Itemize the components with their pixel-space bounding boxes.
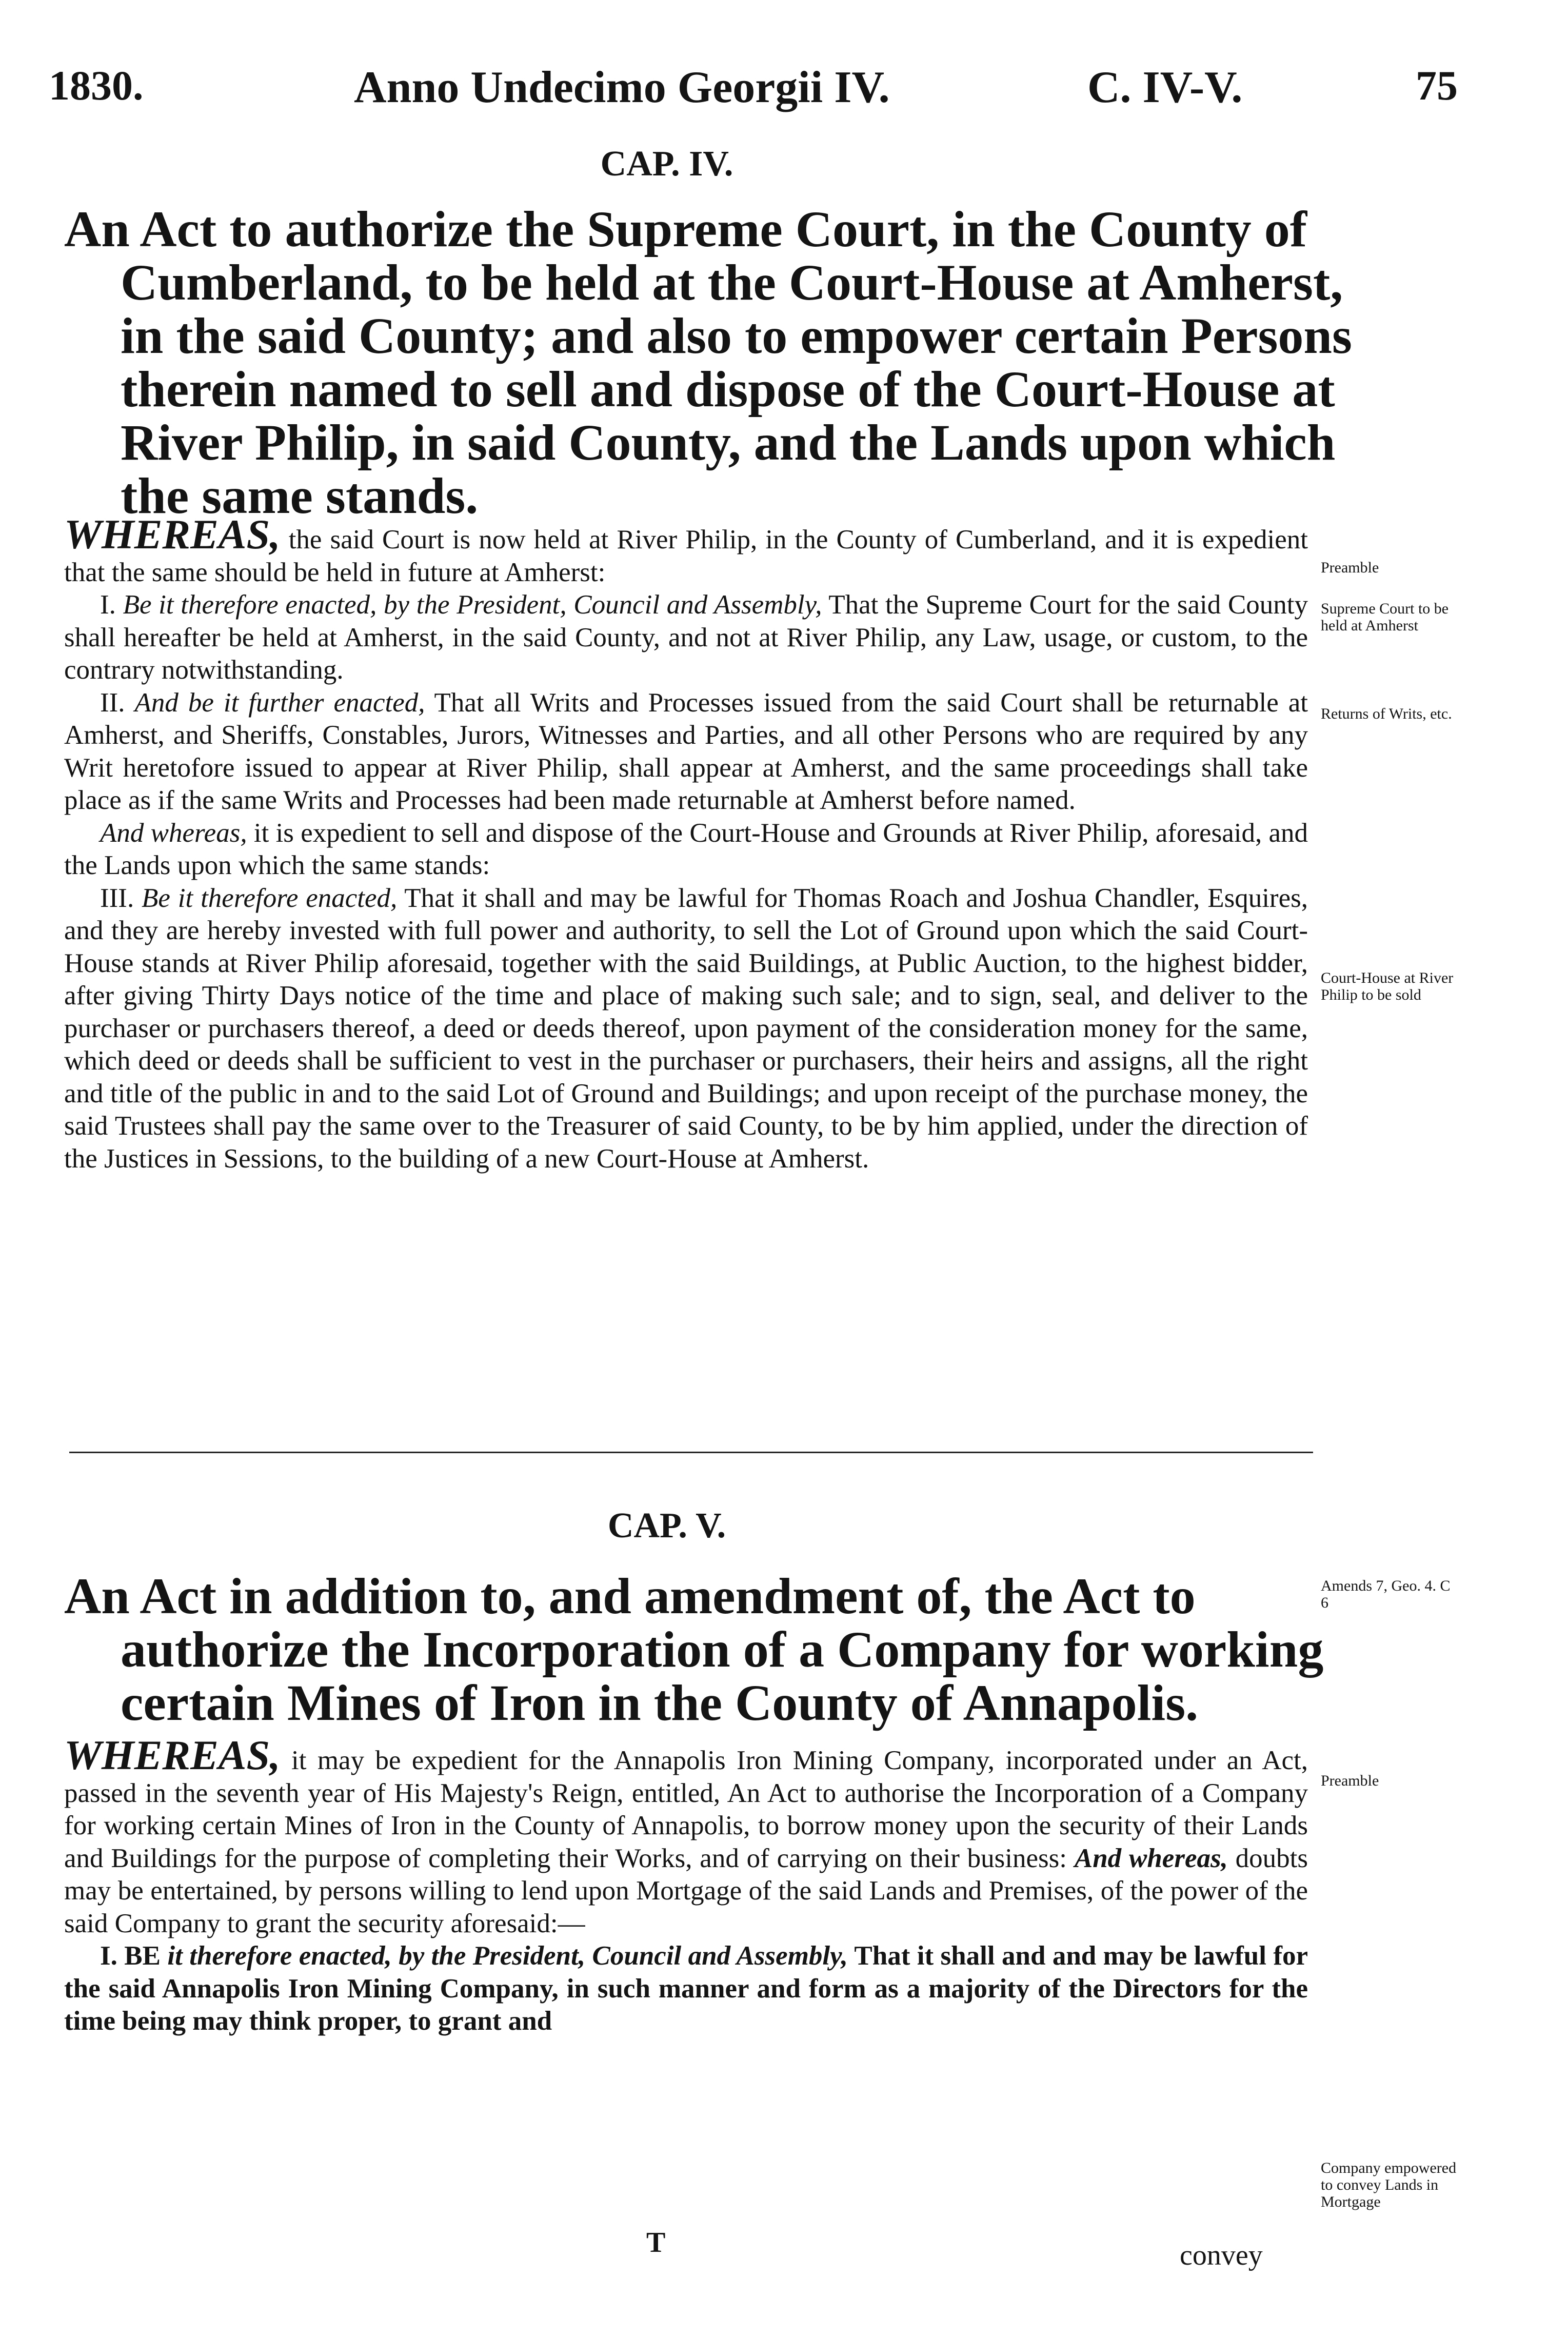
section-be: BE — [124, 1941, 161, 1971]
section-text: That it shall and and may be lawful for the said Annapolis Iron Mining Company, in such manner and form as a majority of the Directors for the time being may think proper, to grant and — [64, 1941, 1308, 2036]
cap4-title: An Act to authorize the Supreme Court, in the County of Cumberland, to be held at the Court-House at Amherst, in the said County; and also to empower certain Persons therein named to sell and dispose of the Court-House at River Philip, in said County, and the Lands upon which the same stands. — [64, 201, 1352, 524]
header-chapters: C. IV-V. — [1087, 63, 1243, 112]
margin-note-preamble: Preamble — [1321, 559, 1379, 576]
cap4-whereas — [64, 817, 1308, 882]
section-number: I. — [100, 590, 116, 620]
margin-note-preamble-2: Preamble — [1321, 1772, 1379, 1789]
enacting-clause: Be it therefore enacted, by the President, Council and Assembly, — [123, 590, 822, 620]
section-text: That the Supreme Court for the said County shall hereafter be held at Amherst, in the said County, and not at River Philip, any Law, usage, or custom, to the contrary notwithstanding. — [64, 590, 1308, 685]
section-number: II. — [100, 687, 125, 718]
section-divider — [69, 1452, 1313, 1453]
header-page-number: 75 — [1416, 62, 1458, 109]
cap4-body — [64, 511, 1308, 1175]
margin-note-supreme-court: Supreme Court to be held at Amherst — [1321, 600, 1449, 634]
margin-note-returns: Returns of Writs, etc. — [1321, 705, 1452, 722]
margin-note-company: Company empowered to convey Lands in Mortgage — [1321, 2159, 1457, 2210]
cap4-preamble-text: the said Court is now held at River Philip, in the County of Cumberland, and it is expedient that the same should be held in future at Amherst: — [64, 525, 1308, 587]
cap4-preamble-lead: WHEREAS, — [64, 511, 281, 558]
enacting-clause: And be it further enacted, — [134, 687, 425, 718]
cap5-preamble-text: it may be expedient for the Annapolis Iron Mining Company, incorporated under an Act, passed in the seventh year of His Majesty's Reign, entitled, An Act to authorise the Incorporation of a Company for working certain Mines of Iron in the County of Annapolis, to borrow money upon the security of their Lands and Buildings for the purpose of completing their Works, and of carrying on their business: — [64, 1746, 1308, 1873]
header-year: 1830. — [49, 62, 144, 109]
cap4-preamble — [64, 511, 1308, 589]
margin-note-amends: Amends 7, Geo. 4. C 6 — [1321, 1577, 1451, 1611]
cap4-section-1 — [64, 589, 1308, 687]
whereas-lead: And whereas, — [100, 818, 247, 848]
cap5-preamble-whereas: And whereas, — [1074, 1843, 1228, 1873]
signature-mark: T — [646, 2227, 666, 2258]
cap5-body — [64, 1732, 1308, 2038]
cap4-heading: CAP. IV. — [600, 144, 733, 184]
section-number: III. — [100, 883, 134, 913]
cap4-section-2 — [64, 687, 1308, 817]
cap5-preamble-text2: doubts may be entertained, by persons willing to lend upon Mortgage of the said Lands and Premises, of the power of the said Company to grant the security aforesaid:— — [64, 1843, 1308, 1938]
catchword: convey — [1180, 2240, 1263, 2271]
section-number: I. — [100, 1941, 117, 1971]
header-title: Anno Undecimo Georgii IV. — [354, 63, 890, 112]
section-text: That it shall and may be lawful for Thomas Roach and Joshua Chandler, Esquires, and they are hereby invested with full power and authority, to sell the Lot of Ground upon which the said Court-House stands at River Philip aforesaid, together with the said Buildings, at Public Auction, to the highest bidder, after giving Thirty Days notice of the time and place of making such sale; and to sign, seal, and deliver to the purchaser or purchasers thereof, a deed or deeds thereof, upon payment of the consideration money for the same, which deed or deeds shall be sufficient to vest in the purchaser or purchasers, their heirs and assigns, all the right and title of the public in and to the said Lot of Ground and Buildings; and upon receipt of the purchase money, the said Trustees shall pay the same over to the Treasurer of said County, to be by him applied, under the direction of the Justices in Sessions, to the building of a new Court-House at Amherst. — [64, 883, 1308, 1174]
section-text: That all Writs and Processes issued from the said Court shall be returnable at Amherst, and Sheriffs, Constables, Jurors, Witnesses and Parties, and all other Persons who are required by any Writ heretofore issued to appear at River Philip, shall appear at Amherst, and the same proceedings shall take place as if the same Writs and Processes had been made returnable at Amherst before named. — [64, 687, 1308, 815]
cap5-title: An Act in addition to, and amendment of, the Act to authorize the Incorporation of a Company for working certain Mines of Iron in the County of Annapolis. — [64, 1568, 1324, 1731]
cap5-preamble-lead: WHEREAS, — [64, 1732, 281, 1778]
whereas-text: it is expedient to sell and dispose of the Court-House and Grounds at River Philip, aforesaid, and the Lands upon which the same stands: — [64, 818, 1308, 880]
cap5-heading: CAP. V. — [607, 1506, 726, 1546]
cap4-section-3 — [64, 882, 1308, 1176]
cap5-preamble — [64, 1732, 1308, 1940]
enacting-clause: Be it therefore enacted, — [142, 883, 398, 913]
enacting-clause: it therefore enacted, by the President, Council and Assembly, — [167, 1941, 848, 1971]
margin-note-court-house: Court-House at River Philip to be sold — [1321, 969, 1454, 1003]
cap5-section-1 — [64, 1940, 1308, 2038]
